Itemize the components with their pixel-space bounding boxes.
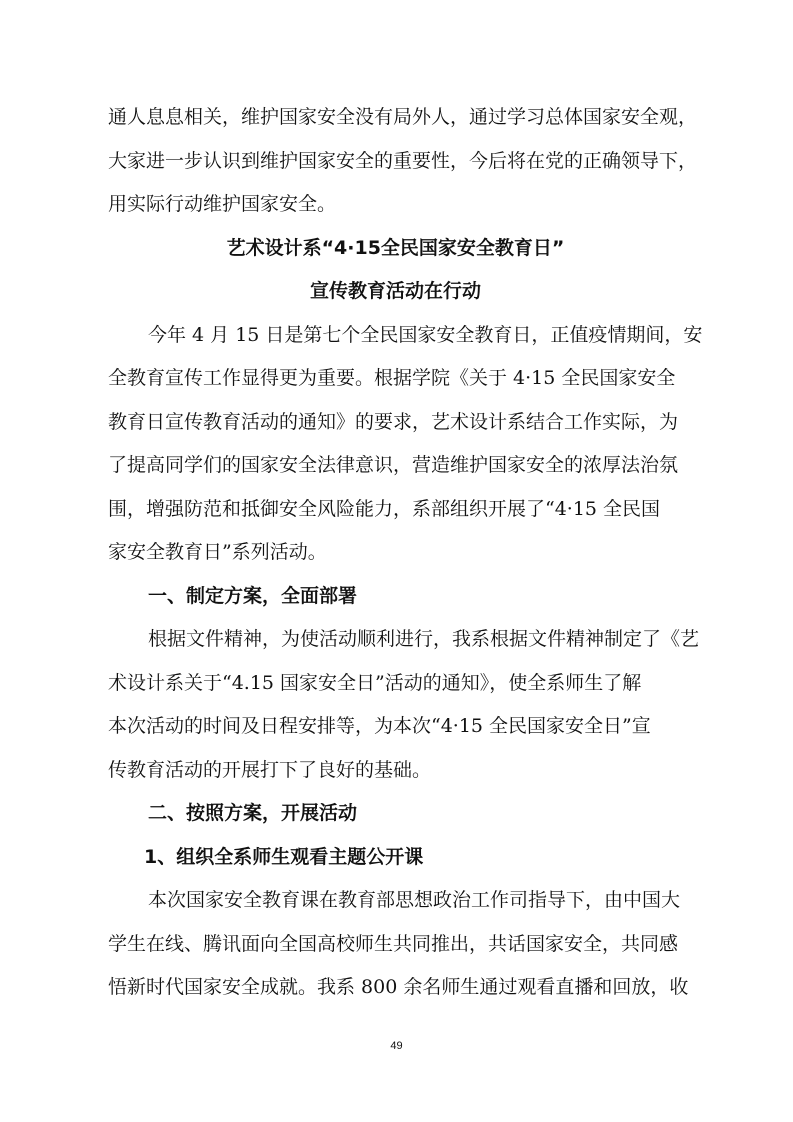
text-line: 根据文件精神，为使活动顺利进行，我系根据文件精神制定了《艺	[148, 628, 700, 650]
intro-paragraph	[108, 96, 698, 227]
paragraph-2	[108, 618, 700, 792]
text-line: 通人息息相关，维护国家安全没有局外人，通过学习总体国家安全观，	[108, 106, 698, 128]
section-heading-2: 二、按照方案，开展活动	[148, 802, 358, 824]
text-line: 全教育宣传工作显得更为重要。根据学院《关于 4·15 全民国家安全	[108, 367, 676, 389]
text-line: 本次国家安全教育课在教育部思想政治工作司指导下，由中国大	[148, 889, 681, 911]
text-line: 家安全教育日”系列活动。	[108, 541, 327, 563]
document-body	[108, 96, 703, 1010]
text-line: 悟新时代国家安全成就。我系 800 余名师生通过观看直播和回放，收	[108, 976, 689, 998]
paragraph-1	[108, 314, 703, 575]
paragraph-3	[108, 879, 689, 1010]
text-line: 用实际行动维护国家安全。	[108, 193, 337, 215]
text-line: 传教育活动的开展打下了良好的基础。	[108, 758, 432, 781]
article-title-line-1: 艺术设计系“4·15全民国家安全教育日”	[226, 236, 565, 259]
section-heading-1: 一、制定方案，全面部署	[148, 584, 358, 607]
text-line: 本次活动的时间及日程安排等，为本次“4·15 全民国家安全日”宣	[108, 715, 651, 737]
text-line: 教育日宣传教育活动的通知》的要求，艺术设计系结合工作实际，为	[108, 410, 679, 433]
text-line: 了提高同学们的国家安全法律意识，营造维护国家安全的浓厚法治氛	[108, 454, 679, 476]
text-line: 今年 4 月 15 日是第七个全民国家安全教育日，正值疫情期间，安	[148, 323, 703, 346]
subsection-heading-1: 1、组织全系师生观看主题公开课	[144, 845, 424, 868]
text-line: 术设计系关于“4.15 国家安全日”活动的通知》，使全系师生了解	[108, 671, 642, 694]
text-line: 学生在线、腾讯面向全国高校师生共同推出，共话国家安全，共同感	[108, 932, 679, 955]
article-title-line-2: 宣传教育活动在行动	[309, 280, 481, 302]
page-number: 49	[390, 1040, 403, 1052]
text-line: 大家进一步认识到维护国家安全的重要性，今后将在党的正确领导下，	[108, 149, 698, 172]
text-line: 围，增强防范和抵御安全风险能力，系部组织开展了“4·15 全民国	[108, 497, 661, 520]
